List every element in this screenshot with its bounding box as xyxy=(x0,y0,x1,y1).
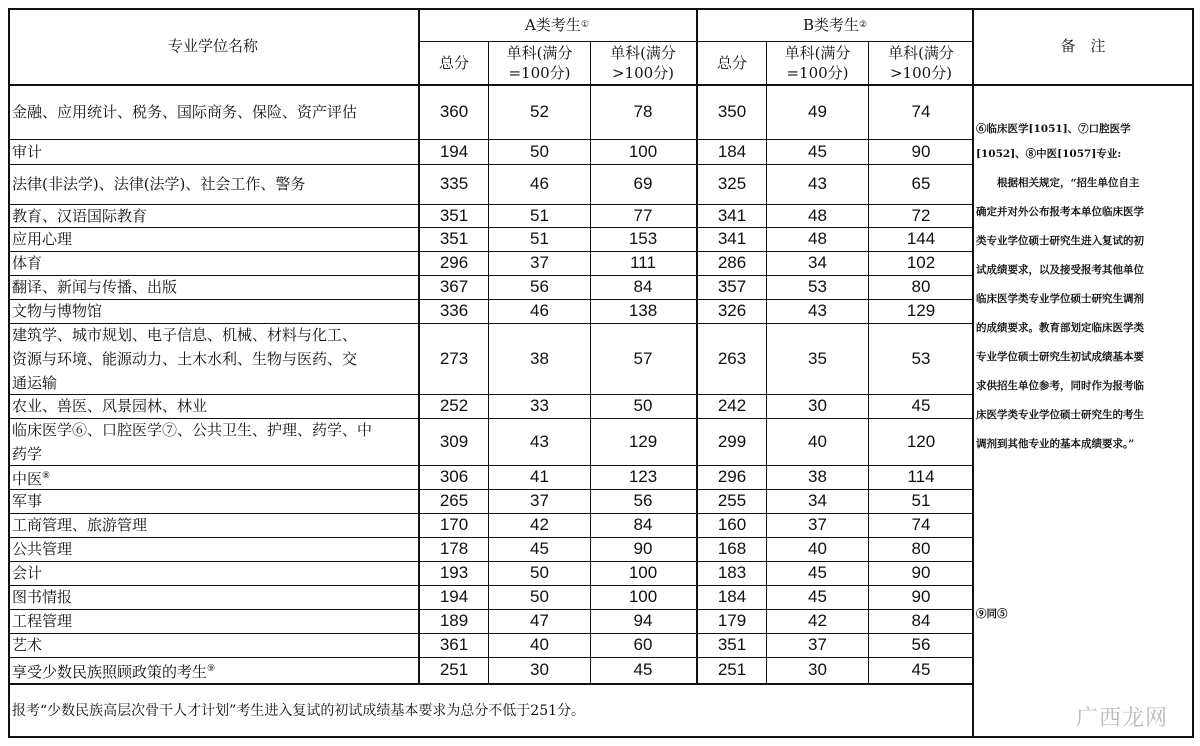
major-name-line: 会计 xyxy=(12,564,43,582)
b-single-over-cell: 53 xyxy=(911,348,931,368)
b-single-over-cell: 114 xyxy=(907,467,935,486)
a-total-cell: 335 xyxy=(439,174,469,193)
header-a-single-over: 单科(满分 >100分) xyxy=(610,44,676,82)
header-b-single-100: 单科(满分 =100分) xyxy=(784,44,851,82)
side-note-line: [1052]、⑧中医[1057]专业: xyxy=(976,148,1122,160)
a-single-over-cell: 90 xyxy=(633,539,653,558)
major-name-line: 享受少数民族照顾政策的考生 xyxy=(12,662,208,681)
a-total-cell: 265 xyxy=(439,491,469,510)
a-total-cell: 367 xyxy=(439,277,469,296)
side-note-line: 专业学位硕士研究生初试成绩基本要 xyxy=(976,351,1144,363)
header-a-total: 总分 xyxy=(438,54,469,72)
major-name-line: 翻译、新闻与传播、出版 xyxy=(12,278,178,296)
footer-note: 报考“少数民族高层次骨干人才计划”考生进入复试的初试成绩基本要求为总分不低于251分。 xyxy=(12,703,586,719)
b-single-100-cell: 48 xyxy=(808,229,827,248)
b-single-over-cell: 72 xyxy=(911,205,931,225)
b-single-100-cell: 38 xyxy=(808,467,827,486)
a-single-100-cell: 51 xyxy=(530,229,549,248)
major-name-line: 审计 xyxy=(12,142,43,161)
major-name-cell xyxy=(12,227,416,251)
major-name-line: 工商管理、旅游管理 xyxy=(12,516,148,534)
major-name-cell xyxy=(12,609,416,633)
b-total-cell: 296 xyxy=(717,467,747,486)
b-single-100-cell: 49 xyxy=(808,101,827,121)
major-name-cell xyxy=(12,537,416,561)
a-single-over-cell: 111 xyxy=(630,253,656,272)
a-total-cell: 194 xyxy=(439,141,469,161)
b-single-100-cell: 43 xyxy=(808,301,827,320)
b-total-cell: 325 xyxy=(717,174,747,193)
b-single-over-cell: 144 xyxy=(906,229,936,248)
a-single-100-cell: 37 xyxy=(530,491,549,510)
b-single-100-cell: 42 xyxy=(808,611,827,630)
a-single-over-cell: 69 xyxy=(633,174,653,193)
a-total-cell: 178 xyxy=(439,539,469,558)
a-total-cell: 309 xyxy=(439,431,469,451)
side-note-2: ⑨同⑤ xyxy=(976,608,1008,620)
a-single-over-cell: 56 xyxy=(633,491,653,510)
major-name-cell xyxy=(12,275,416,299)
b-single-over-cell: 74 xyxy=(911,515,931,534)
b-single-over-cell: 84 xyxy=(911,611,931,630)
b-single-100-cell: 45 xyxy=(808,587,827,606)
major-name-line: 工程管理 xyxy=(12,612,73,630)
b-total-cell: 351 xyxy=(717,635,747,654)
major-name-cell xyxy=(12,561,416,585)
b-single-over-cell: 90 xyxy=(911,587,931,606)
major-name-line: 法律(非法学)、法律(法学)、社会工作、警务 xyxy=(12,175,306,193)
a-single-100-cell: 51 xyxy=(530,205,549,225)
a-single-over-cell: 94 xyxy=(633,611,653,630)
a-single-100-cell: 41 xyxy=(530,467,549,486)
major-name-cell xyxy=(12,251,416,275)
a-total-cell: 336 xyxy=(439,301,469,320)
a-single-100-cell: 46 xyxy=(530,301,549,320)
b-total-cell: 255 xyxy=(717,491,747,510)
a-single-100-cell: 30 xyxy=(530,660,549,679)
a-single-100-cell: 43 xyxy=(530,431,549,451)
b-single-100-cell: 45 xyxy=(808,141,827,161)
a-single-100-cell: 50 xyxy=(530,141,549,161)
a-single-over-cell: 84 xyxy=(633,515,653,534)
a-total-cell: 361 xyxy=(439,635,469,654)
footnote-mark: ⑨ xyxy=(207,663,216,674)
major-name-line: 金融、应用统计、税务、国际商务、保险、资产评估 xyxy=(12,102,358,121)
b-single-over-cell: 80 xyxy=(911,539,931,558)
major-name-line: 军事 xyxy=(12,492,43,510)
a-single-100-cell: 56 xyxy=(530,277,549,296)
a-single-over-cell: 84 xyxy=(633,277,653,296)
watermark-logo: 广西龙网 xyxy=(1075,706,1168,731)
major-name-line: 药学 xyxy=(12,444,43,463)
side-note xyxy=(976,121,1190,465)
b-total-cell: 341 xyxy=(717,229,747,248)
major-name-cell xyxy=(12,323,416,394)
b-total-cell: 184 xyxy=(717,587,747,606)
major-name-cell xyxy=(12,657,416,683)
b-single-100-cell: 34 xyxy=(808,491,827,510)
side-note-line: 确定并对外公布报考本单位临床医学 xyxy=(976,206,1144,218)
major-name-cell xyxy=(12,585,416,609)
a-single-over-cell: 57 xyxy=(633,348,653,368)
a-single-100-cell: 42 xyxy=(530,515,549,534)
header-b-single-over: 单科(满分 >100分) xyxy=(888,44,954,82)
side-note-line: 根据相关规定，“招生单位自主 xyxy=(976,177,1140,189)
a-total-cell: 170 xyxy=(439,515,469,534)
a-single-over-cell: 60 xyxy=(633,635,653,654)
b-single-over-cell: 102 xyxy=(906,253,936,272)
score-table xyxy=(8,8,1194,738)
b-single-100-cell: 37 xyxy=(808,635,827,654)
b-total-cell: 263 xyxy=(717,348,747,368)
b-total-cell: 299 xyxy=(717,431,747,451)
side-note-line: 调剂到其他专业的基本成绩要求。” xyxy=(976,438,1135,450)
b-single-over-cell: 65 xyxy=(911,174,931,193)
a-single-over-cell: 138 xyxy=(628,301,658,320)
a-single-100-cell: 33 xyxy=(530,396,549,415)
b-total-cell: 179 xyxy=(717,611,747,630)
a-single-100-cell: 45 xyxy=(530,539,549,558)
major-name-cell xyxy=(12,394,416,418)
a-single-100-cell: 40 xyxy=(530,635,549,654)
b-single-100-cell: 48 xyxy=(808,205,827,225)
side-note-line: 类专业学位硕士研究生进入复试的初 xyxy=(976,235,1144,247)
a-total-cell: 251 xyxy=(439,660,469,679)
a-single-over-cell: 100 xyxy=(628,141,658,161)
a-single-100-cell: 52 xyxy=(530,101,549,121)
b-total-cell: 251 xyxy=(717,660,747,679)
a-single-over-cell: 50 xyxy=(633,396,653,415)
b-single-over-cell: 120 xyxy=(906,431,936,451)
b-total-cell: 286 xyxy=(717,253,747,272)
b-total-cell: 184 xyxy=(717,141,747,161)
major-name-line: 体育 xyxy=(12,254,43,272)
major-name-cell xyxy=(12,164,416,204)
b-single-100-cell: 45 xyxy=(808,563,827,582)
a-single-over-cell: 153 xyxy=(628,229,658,248)
a-single-100-cell: 50 xyxy=(530,563,549,582)
major-name-cell xyxy=(12,489,416,513)
b-single-100-cell: 40 xyxy=(808,431,827,451)
header-b-total: 总分 xyxy=(716,54,747,72)
major-name-cell xyxy=(12,418,416,465)
a-total-cell: 252 xyxy=(439,396,469,415)
b-single-over-cell: 80 xyxy=(911,277,931,296)
side-note-line: ⑥临床医学[1051]、⑦口腔医学 xyxy=(976,123,1131,135)
a-total-cell: 273 xyxy=(439,348,469,368)
b-total-cell: 168 xyxy=(717,539,747,558)
major-name-line: 建筑学、城市规划、电子信息、机械、材料与化工、 xyxy=(12,325,358,344)
major-name-cell xyxy=(12,204,416,227)
b-total-cell: 341 xyxy=(717,205,747,225)
b-single-100-cell: 30 xyxy=(808,660,827,679)
a-single-over-cell: 123 xyxy=(628,467,658,486)
side-note-line: 试成绩要求，以及接受报考其他单位 xyxy=(976,264,1144,276)
b-single-100-cell: 34 xyxy=(808,253,827,272)
a-single-over-cell: 100 xyxy=(628,587,658,606)
b-total-cell: 350 xyxy=(717,101,747,121)
footnote-mark: ⑧ xyxy=(42,470,51,481)
b-total-cell: 242 xyxy=(717,396,747,415)
b-single-100-cell: 30 xyxy=(808,396,827,415)
b-single-over-cell: 56 xyxy=(911,635,931,654)
side-note-line: 的成绩要求。教育部划定临床医学类 xyxy=(976,322,1144,334)
major-name-line: 艺术 xyxy=(12,636,43,654)
major-name-cell xyxy=(12,84,416,139)
major-name-line: 教育、汉语国际教育 xyxy=(12,206,148,225)
major-name-line: 农业、兽医、风景园林、林业 xyxy=(12,397,208,415)
header-group-a: A类考生 ① xyxy=(525,15,589,34)
major-name-cell xyxy=(12,139,416,164)
a-total-cell: 351 xyxy=(439,229,469,248)
b-single-over-cell: 74 xyxy=(911,101,931,121)
b-total-cell: 326 xyxy=(717,301,747,320)
a-single-100-cell: 50 xyxy=(530,587,549,606)
b-single-over-cell: 51 xyxy=(911,491,931,510)
a-total-cell: 351 xyxy=(439,205,469,225)
a-single-over-cell: 129 xyxy=(628,431,658,451)
major-name-line: 应用心理 xyxy=(12,230,73,248)
side-note-line: 床医学类专业学位硕士研究生的考生 xyxy=(976,409,1144,421)
header-major-name: 专业学位名称 xyxy=(167,37,258,55)
b-single-100-cell: 37 xyxy=(808,515,827,534)
a-total-cell: 194 xyxy=(439,587,469,606)
header-a-single-100: 单科(满分 =100分) xyxy=(506,44,573,82)
major-name-cell xyxy=(12,633,416,657)
a-total-cell: 306 xyxy=(439,467,469,486)
a-single-over-cell: 45 xyxy=(633,660,653,679)
b-single-100-cell: 40 xyxy=(808,539,827,558)
major-name-line: 资源与环境、能源动力、土木水利、生物与医药、交 xyxy=(12,349,358,368)
major-name-line: 文物与博物馆 xyxy=(12,302,103,320)
a-total-cell: 296 xyxy=(439,253,469,272)
major-name-line: 中医 xyxy=(12,469,43,488)
side-note-line: 求供招生单位参考，同时作为报考临 xyxy=(976,380,1144,392)
header-group-b: B类考生 ② xyxy=(802,15,868,34)
major-name-cell xyxy=(12,465,416,489)
header-notes: 备 注 xyxy=(1060,37,1106,55)
b-single-over-cell: 45 xyxy=(911,660,931,679)
a-total-cell: 360 xyxy=(439,101,469,121)
major-name-cell xyxy=(12,513,416,537)
b-total-cell: 357 xyxy=(717,277,747,296)
a-single-100-cell: 38 xyxy=(530,348,549,368)
a-single-over-cell: 100 xyxy=(628,563,658,582)
a-total-cell: 189 xyxy=(439,611,469,630)
b-single-over-cell: 45 xyxy=(911,396,931,415)
major-name-line: 公共管理 xyxy=(12,540,73,558)
major-name-cell xyxy=(12,299,416,323)
major-name-line: 图书情报 xyxy=(12,588,73,606)
a-single-over-cell: 77 xyxy=(633,205,653,225)
b-single-over-cell: 90 xyxy=(911,563,931,582)
b-total-cell: 160 xyxy=(717,515,747,534)
a-single-over-cell: 78 xyxy=(633,101,653,121)
major-name-line: 临床医学⑥、口腔医学⑦、公共卫生、护理、药学、中 xyxy=(12,420,373,439)
b-single-over-cell: 129 xyxy=(906,301,936,320)
b-single-100-cell: 35 xyxy=(808,348,827,368)
side-note-line: 临床医学类专业学位硕士研究生调剂 xyxy=(976,293,1144,305)
a-total-cell: 193 xyxy=(439,563,469,582)
a-single-100-cell: 46 xyxy=(530,174,549,193)
a-single-100-cell: 37 xyxy=(530,253,549,272)
b-single-over-cell: 90 xyxy=(911,141,931,161)
b-single-100-cell: 53 xyxy=(808,277,827,296)
b-total-cell: 183 xyxy=(717,563,747,582)
b-single-100-cell: 43 xyxy=(808,174,827,193)
major-name-line: 通运输 xyxy=(12,373,58,392)
a-single-100-cell: 47 xyxy=(530,611,549,630)
